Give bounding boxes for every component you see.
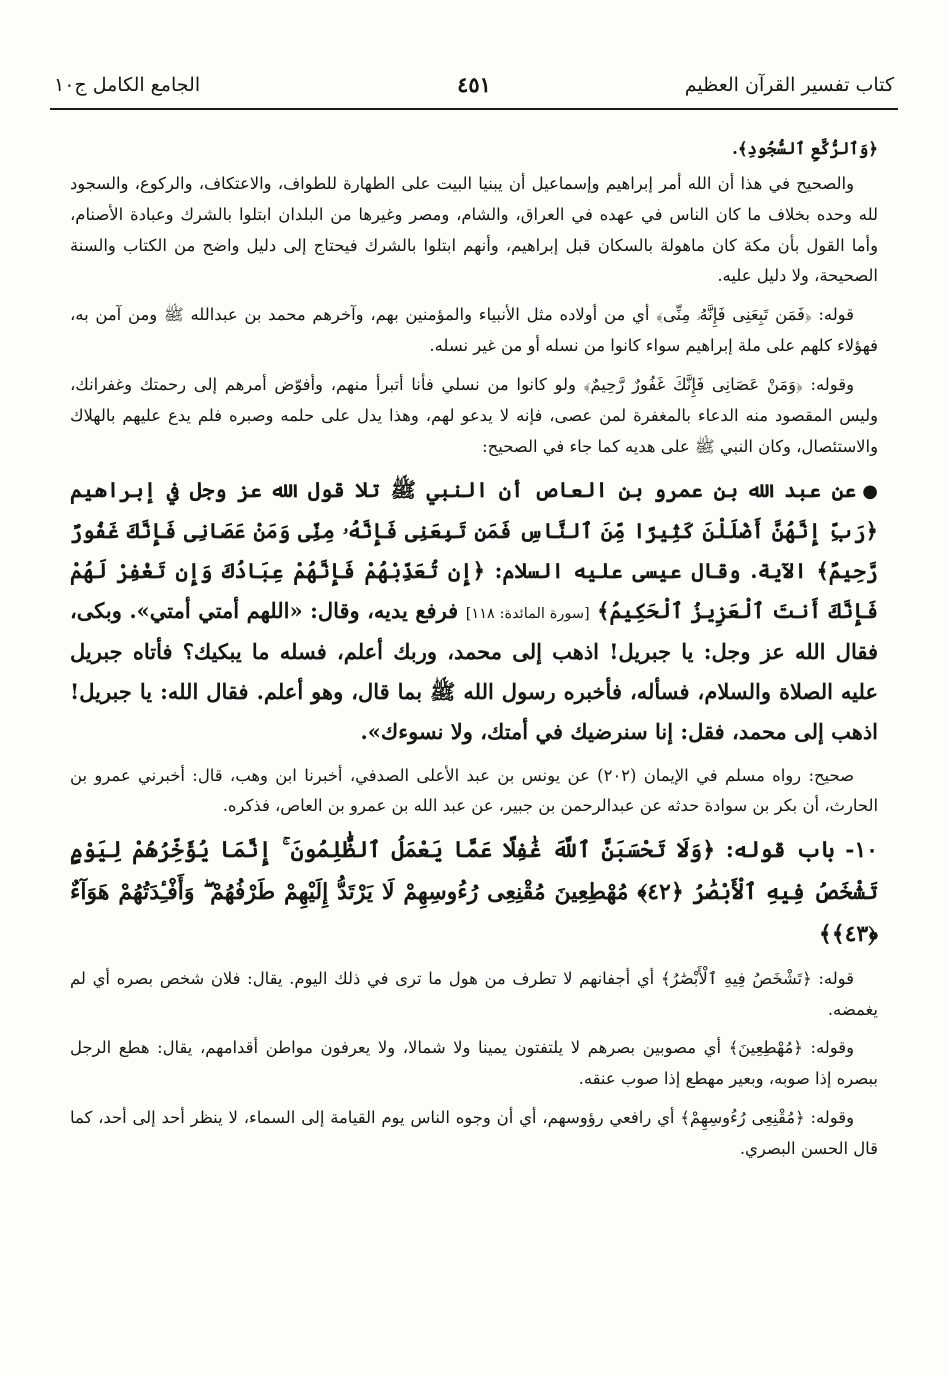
explanation-paragraph: وقوله: ﴿مُهْطِعِينَ﴾ أي مصوبين بصرهم لا يلتفتون يمينا ولا شمالا، ولا يعرفون مواطن أقدامهم، يقال: هطع الرجل ببصره إذا صوبه، وبعير مهطع إذا صوب عنقه. xyxy=(70,1038,878,1089)
surah-citation: [سورة المائدة: ١١٨] xyxy=(465,606,590,623)
section-verse: ﴿وَلَا تَحْسَبَنَّ ٱللَّهَ غَٰفِلًا عَمَّا يَعْمَلُ ٱلظَّٰلِمُونَ ۚ إِنَّمَا يُؤَخِّرُهُمْ لِيَوْمٍ تَشْخَصُ فِيهِ ٱلْأَبْصَٰرُ ﴿٤٢﴾ مُهْطِعِينَ مُقْنِعِى رُءُوسِهِمْ لَا يَرْتَدُّ إِلَيْهِمْ طَرْفُهُمْ ۖ وَأَفْـِٔدَتُهُمْ هَوَآءٌ ﴿٤٣﴾﴾ xyxy=(70,837,878,947)
verse-continuation: ﴿وَٱلرُّكَّعِ ٱلسُّجُودِ﴾. xyxy=(732,139,878,158)
page-body xyxy=(70,134,878,1165)
book-title: كتاب تفسير القرآن العظيم xyxy=(684,74,894,96)
commentary-paragraph: قوله: ﴿فَمَن تَبِعَنِى فَإِنَّهُۥ مِنِّى﴾ أي من أولاده مثل الأنبياء والمؤمنين بهم، وآخرهم محمد بن عبدالله ﷺ ومن آمن به، فهؤلاء كلهم على ملة إبراهيم سواء كانوا من نسله أو من غير نسله. xyxy=(70,305,878,356)
hadith-text xyxy=(70,470,878,752)
hadith-part-2: فرفع يديه، وقال: «اللهم أمتي أمتي». وبكى، فقال الله عز وجل: يا جبريل! اذهب إلى محمد، وربك أعلم، فسله ما يبكيك؟ فأتاه جبريل عليه الصلاة والسلام، فسأله، فأخبره رسول الله ﷺ بما قال، وهو أعلم. فقال الله: يا جبريل! اذهب إلى محمد، فقل: إنا سنرضيك في أمتك، ولا نسوءك». xyxy=(70,598,878,745)
explanation-paragraph: قوله: ﴿تَشْخَصُ فِيهِ ٱلْأَبْصَٰرُ﴾ أي أجفانهم لا تطرف من هول ما ترى في ذلك اليوم. يقال: فلان شخص بصره أي لم يغمضه. xyxy=(70,968,878,1019)
page-number: ٤٥١ xyxy=(457,72,491,97)
volume-title: الجامع الكامل ج١٠ xyxy=(54,74,201,96)
explanation-paragraph: وقوله: ﴿مُقْنِعِى رُءُوسِهِمْ﴾ أي رافعي رؤوسهم، أي أن وجوه الناس يوم القيامة إلى السماء، لا ينظر أحد إلى أحد، كما قال الحسن البصري. xyxy=(70,1108,878,1158)
commentary-paragraph: وقوله: ﴿وَمَنْ عَصَانِى فَإِنَّكَ غَفُورٌ رَّحِيمٌ﴾ ولو كانوا من نسلي فأنا أتبرأ منهم، وأفوّض أمرهم إلى رحمتك وغفرانك، وليس المقصود منه الدعاء بالمغفرة لمن عصى، فإنه لا يدعو لهم، وهذا يدل على حلمه وصبره فلم يدع عليهم بالهلاك والاستئصال، وكان النبي ﷺ على هديه كما جاء في الصحيح: xyxy=(70,374,878,456)
takhrij-paragraph: صحيح: رواه مسلم في الإيمان (٢٠٢) عن يونس بن عبد الأعلى الصدفي، أخبرنا ابن وهب، قال: أخبرني عمرو بن الحارث، أن بكر بن سوادة حدثه عن عبدالرحمن بن جبير، عن عبد الله بن عمرو بن العاص، فذكره. xyxy=(70,765,878,816)
hadith-part-1: عن عبد الله بن عمرو بن العاص أن النبي ﷺ تلا قول الله عز وجل في إبراهيم ﴿رَبِّ إِنَّهُنَّ أَضْلَلْنَ كَثِيرًا مِّنَ ٱلنَّاسِ فَمَن تَبِعَنِى فَإِنَّهُۥ مِنِّى وَمَنْ عَصَانِى فَإِنَّكَ غَفُورٌ رَّحِيمٌ﴾ الآية. وقال عيسى عليه السلام: ﴿إِن تُعَذِّبْهُمْ فَإِنَّهُمْ عِبَادُكَ وَإِن تَغْفِرْ لَهُمْ فَإِنَّكَ أَنتَ ٱلْعَزِيزُ ٱلْحَكِيمُ﴾ xyxy=(70,477,879,624)
bullet-icon: ● xyxy=(862,481,878,503)
commentary-paragraph: والصحيح في هذا أن الله أمر إبراهيم وإسماعيل أن يبنيا البيت على الطهارة للطواف، والاعتكاف، والركوع، والسجود لله وحده بخلاف ما كان الناس في عهده في العراق، والشام، ومصر وغيرها من البلدان ابتلوا بالشرك وعبادة الأصنام، وأما القول بأن مكة كان ماهولة بالسكان قبل إبراهيم، وأنهم ابتلوا بالشرك فيحتاج إلى دليل واضح من الكتاب والسنة الصحيحة، ولا دليل عليه. xyxy=(70,173,878,286)
page-header xyxy=(50,60,898,110)
section-label: ١٠- باب قوله: xyxy=(725,837,878,864)
section-heading xyxy=(70,830,878,955)
